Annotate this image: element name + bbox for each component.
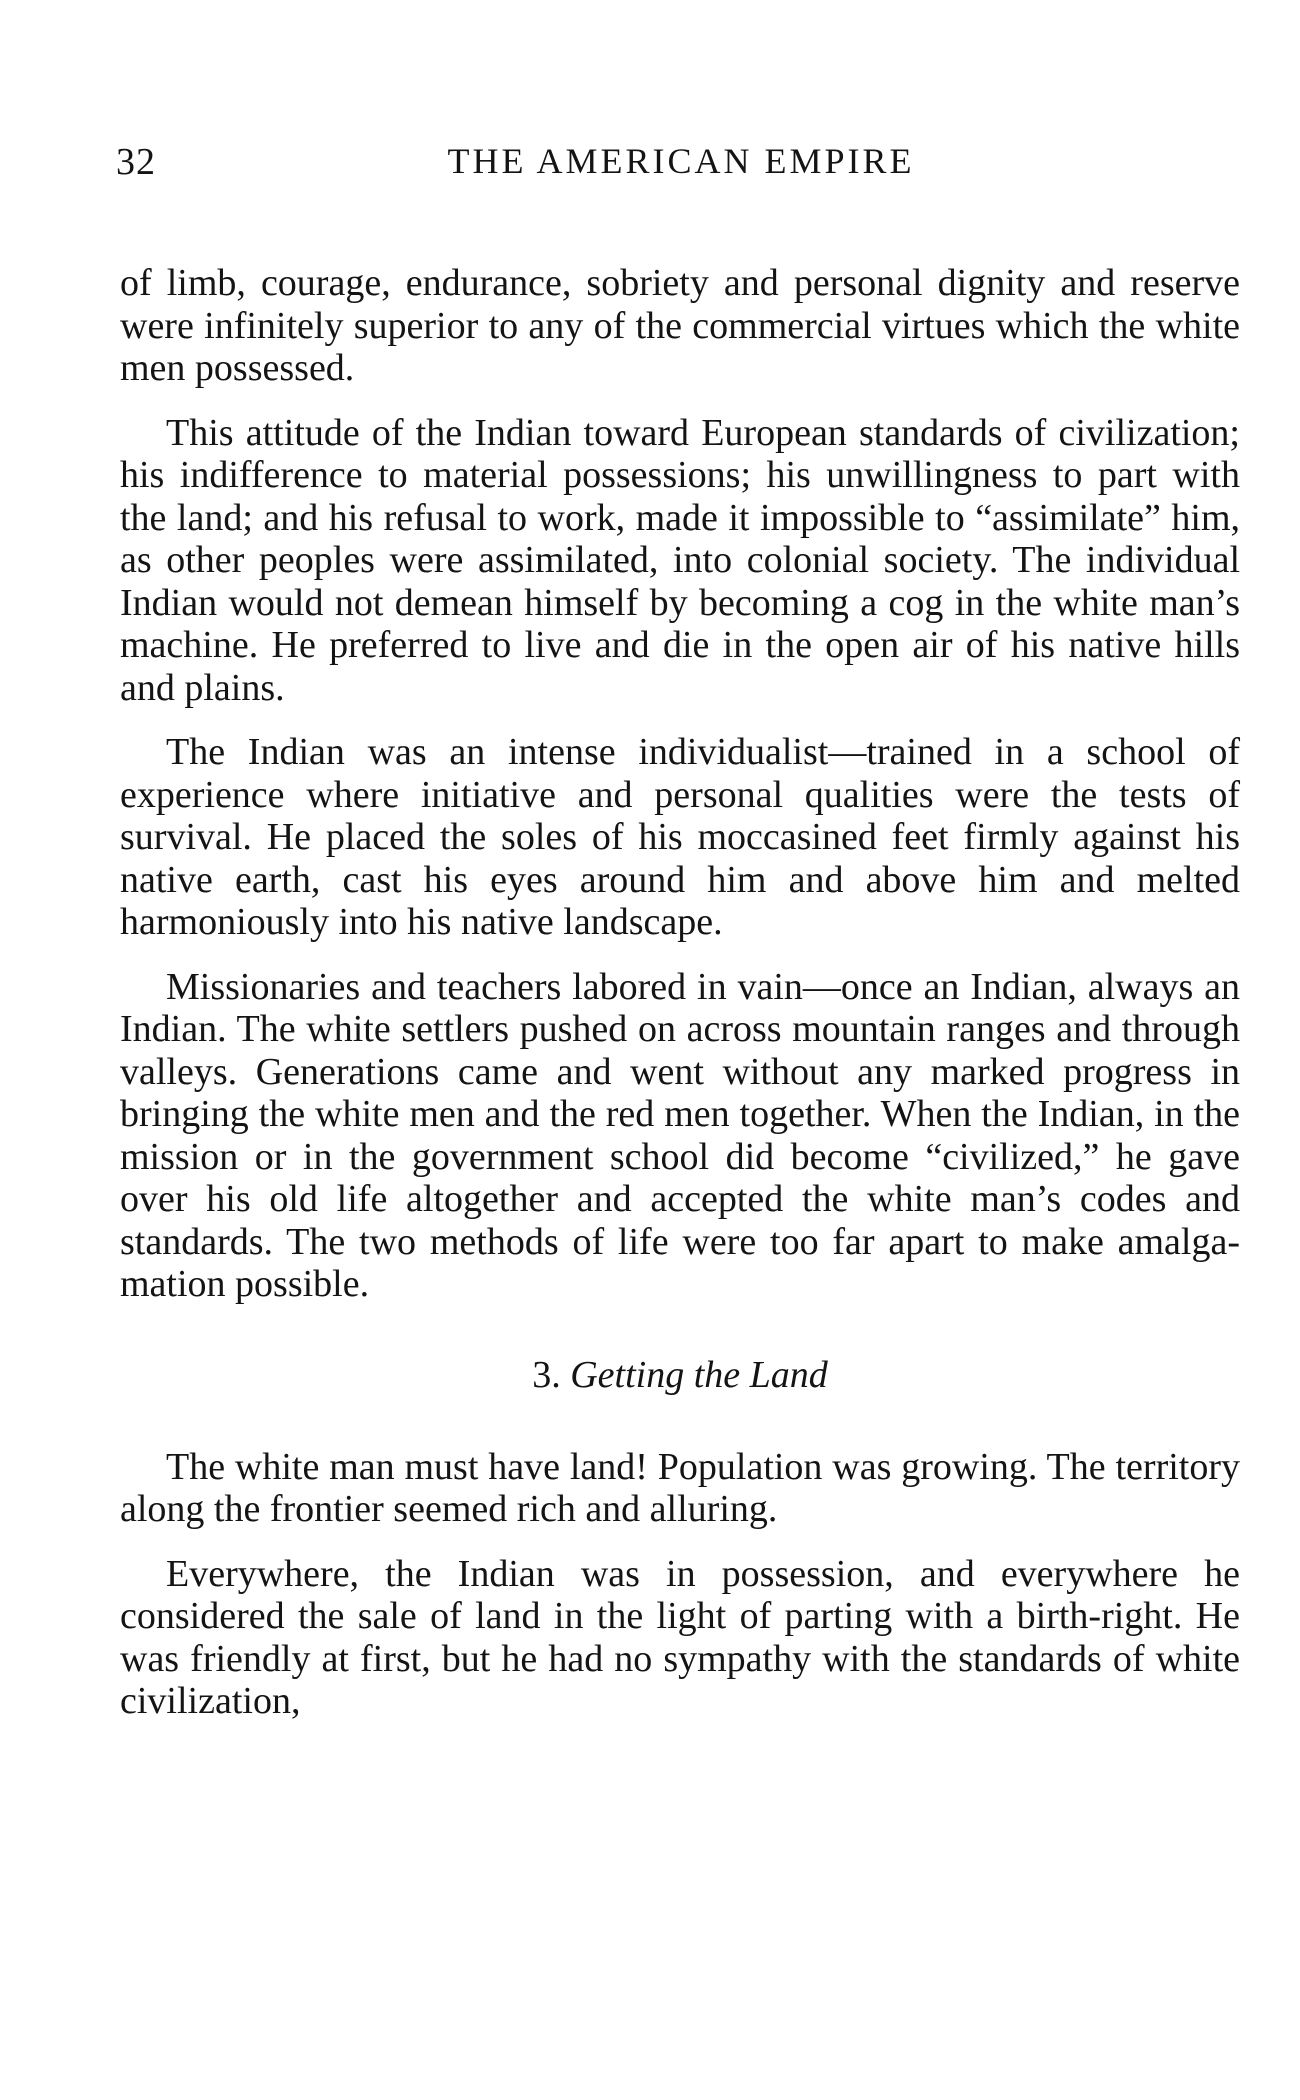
page-number: 32 — [116, 141, 156, 183]
paragraph: Missionaries and teachers labored in vain—once an Indian, always an Indian. The white settlers pushed on across mountain ranges and through valleys. Generations came and went without any marked progress in bringing the white men and the red men together. When the Indian, in the mission or in the government school did become “civilized,” he gave over his old life altogether and accepted the white man’s codes and standards. The two methods of life were too far apart to make amalgamation possible. — [120, 965, 1240, 1305]
body-text — [120, 262, 1240, 1745]
paragraph: The Indian was an intense individualist—trained in a school of experience where initiative and personal qualities were the tests of survival. He placed the soles of his moccasined feet firmly against his native earth, cast his eyes around him and above him and melted harmoniously into his native landscape. — [120, 731, 1240, 943]
section-heading — [120, 1354, 1240, 1396]
section-title: Getting the Land — [570, 1353, 828, 1396]
running-head — [116, 140, 1246, 190]
running-title: THE AMERICAN EMPIRE — [447, 141, 915, 181]
paragraph: This attitude of the Indian toward European standards of civilization; his indifference to material possessions; his unwillingness to part with the land; and his refusal to work, made it impossible to “assimilate” him, as other peoples were assimilated, into colonial society. The individual Indian would not demean himself by becoming a cog in the white man’s machine. He preferred to live and die in the open air of his native hills and plains. — [120, 411, 1240, 709]
paragraph-continued: of limb, courage, endurance, sobriety and personal dignity and reserve were infinitely superior to any of the commercial virtues which the white men possessed. — [120, 262, 1240, 389]
paragraph: Everywhere, the Indian was in possession, and everywhere he considered the sale of land in the light of parting with a birth-right. He was friendly at first, but he had no sympathy with the standards of white civilization, — [120, 1552, 1240, 1722]
paragraph: The white man must have land! Population was growing. The territory along the frontier seemed rich and alluring. — [120, 1445, 1240, 1530]
section-number: 3. — [532, 1353, 561, 1396]
